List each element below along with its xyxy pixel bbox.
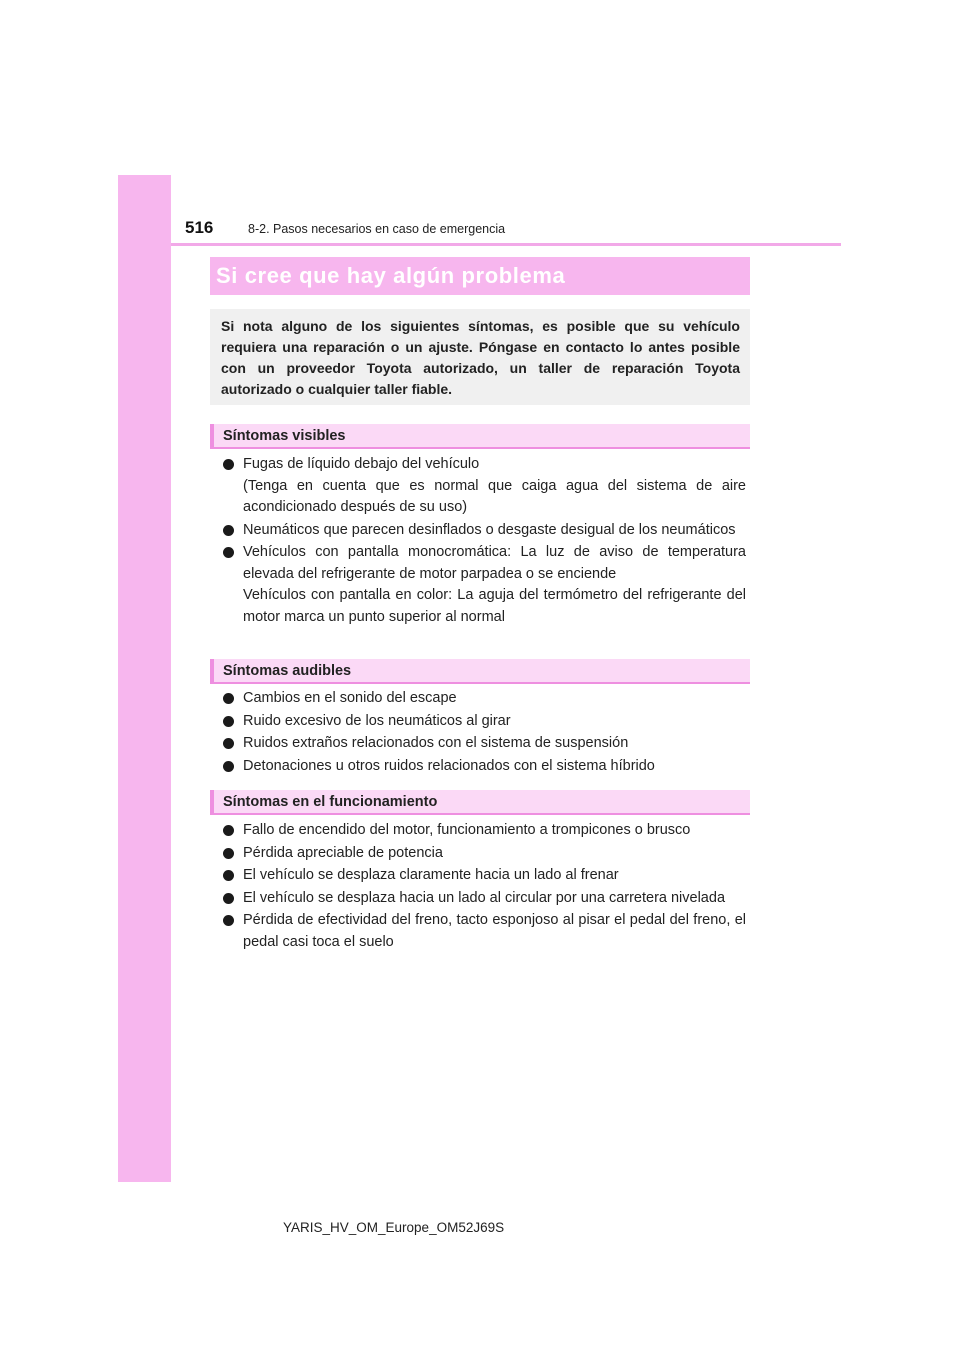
section-path: 8-2. Pasos necesarios en caso de emergencia [248, 222, 506, 236]
bullet-dot-icon [223, 761, 234, 772]
audible-symptoms-list [222, 688, 746, 778]
bullet-dot-icon [223, 547, 234, 558]
bullet-dot-icon [223, 870, 234, 881]
bullet-dot-icon [223, 716, 234, 727]
list-item: Ruidos extraños relacionados con el sistema de suspensión [222, 733, 746, 755]
bullet-dot-icon [223, 893, 234, 904]
list-item: Fugas de líquido debajo del vehículo (Tenga en cuenta que es normal que caiga agua del sistema de aire acondicionado después de su uso) [222, 454, 746, 519]
page-number: 516 [185, 218, 214, 237]
list-item: Pérdida apreciable de potencia [222, 843, 746, 865]
list-item: Vehículos con pantalla monocromática: La luz de aviso de temperatura elevada del refrigerante de motor parpadea o se enciende Vehículos con pantalla en color: La aguja del termómetro del refrigerante del motor marca un punto superior al normal [222, 542, 746, 628]
bullet-dot-icon [223, 459, 234, 470]
bullet-dot-icon [223, 825, 234, 836]
document-code: YARIS_HV_OM_Europe_OM52J69S [283, 1220, 505, 1235]
list-item: El vehículo se desplaza hacia un lado al circular por una carretera nivelada [222, 888, 746, 910]
bullet-dot-icon [223, 738, 234, 749]
subheading-label: Síntomas en el funcionamiento [223, 793, 438, 810]
bullet-dot-icon [223, 915, 234, 926]
bullet-dot-icon [223, 525, 234, 536]
subheading-audible-symptoms [210, 659, 750, 684]
bullet-dot-icon [223, 693, 234, 704]
visible-symptoms-list [222, 454, 746, 629]
list-item: Detonaciones u otros ruidos relacionados con el sistema híbrido [222, 756, 746, 778]
list-item: Fallo de encendido del motor, funcionamiento a trompicones o brusco [222, 820, 746, 842]
header-rule [171, 243, 841, 246]
subheading-label: Síntomas visibles [223, 427, 346, 444]
list-item: Cambios en el sonido del escape [222, 688, 746, 710]
list-item: Neumáticos que parecen desinflados o desgaste desigual de los neumáticos [222, 520, 746, 542]
subheading-operation-symptoms [210, 790, 750, 815]
list-item: El vehículo se desplaza claramente hacia un lado al frenar [222, 865, 746, 887]
intro-text: Si nota alguno de los siguientes síntomas, es posible que su vehículo requiera una reparación o un ajuste. Póngase en contacto lo antes posible con un proveedor Toyota autorizado, un taller de reparación Toyota autorizado o cualquier taller fiable. [221, 318, 740, 397]
bullet-dot-icon [223, 848, 234, 859]
page-title: Si cree que hay algún problema [216, 263, 566, 288]
page-title-bar [210, 257, 750, 295]
list-item: Ruido excesivo de los neumáticos al girar [222, 711, 746, 733]
subheading-visible-symptoms [210, 424, 750, 449]
list-item: Pérdida de efectividad del freno, tacto esponjoso al pisar el pedal del freno, el pedal casi toca el suelo [222, 910, 746, 953]
chapter-side-tab [118, 175, 171, 1182]
operation-symptoms-list [222, 820, 746, 954]
subheading-label: Síntomas audibles [223, 662, 352, 679]
intro-box [210, 309, 750, 405]
